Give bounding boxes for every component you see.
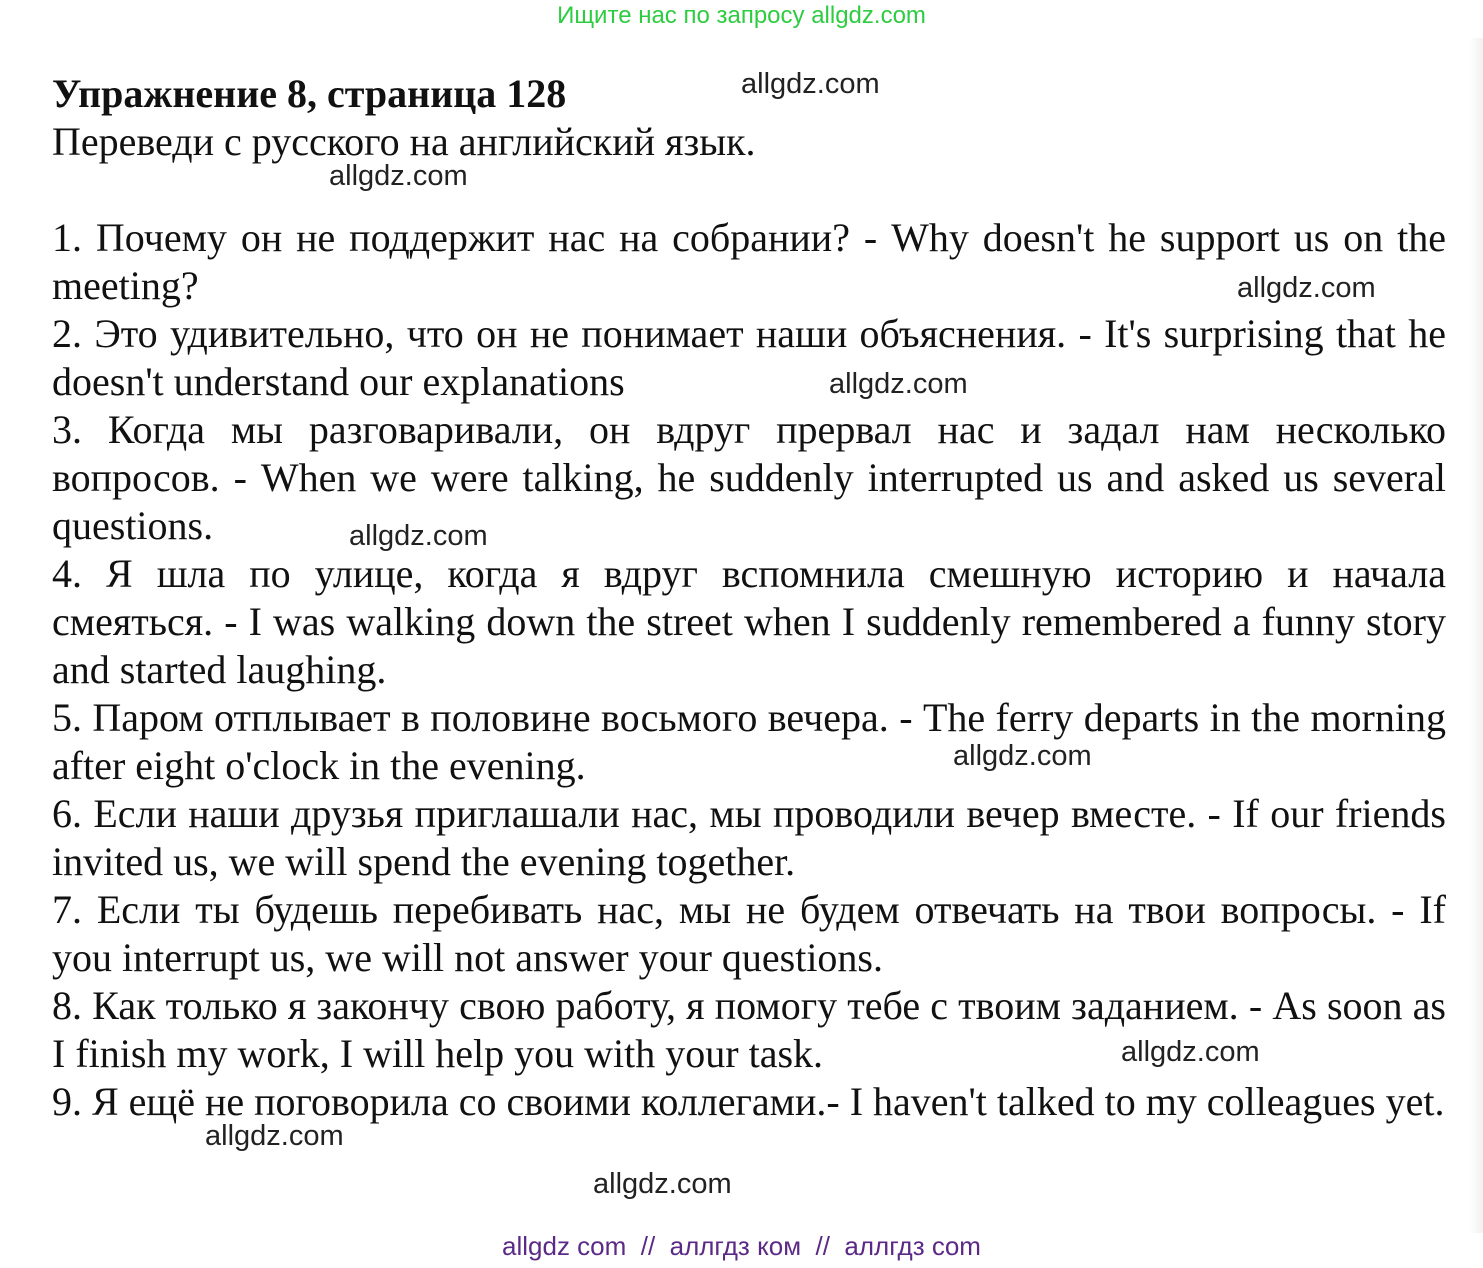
watermark: allgdz.com	[329, 160, 468, 192]
watermark: allgdz.com	[593, 1168, 732, 1200]
answer-item-9: 9. Я ещё не поговорила со своими коллегами.- I haven't talked to my colleagues yet.	[52, 1079, 1445, 1124]
answer-list	[52, 214, 1446, 1126]
watermark: allgdz.com	[1237, 272, 1376, 304]
watermark: allgdz.com	[1121, 1036, 1260, 1068]
top-banner: Ищите нас по запросу allgdz.com	[557, 2, 926, 29]
watermark: allgdz.com	[829, 368, 968, 400]
watermark: allgdz.com	[349, 520, 488, 552]
exercise-title: Упражнение 8, страница 128	[52, 71, 567, 116]
watermark: allgdz.com	[741, 68, 880, 100]
document-content	[52, 70, 1446, 1126]
answer-item-1: 1. Почему он не поддержит нас на собрании? - Why doesn't he support us on the meeting?	[52, 215, 1446, 308]
exercise-instruction: Переведи с русского на английский язык.	[52, 119, 756, 164]
watermark: allgdz.com	[205, 1120, 344, 1152]
answer-item-5: 5. Паром отплывает в половине восьмого вечера. - The ferry departs in the morning after eight o'clock in the evening.	[52, 695, 1446, 788]
bottom-footer: allgdz com // аллгдз ком // аллгдз com	[502, 1231, 981, 1261]
answer-item-6: 6. Если наши друзья приглашали нас, мы проводили вечер вместе. - If our friends invited us, we will spend the evening together.	[52, 791, 1446, 884]
watermark: allgdz.com	[953, 740, 1092, 772]
answer-item-7: 7. Если ты будешь перебивать нас, мы не будем отвечать на твои вопросы. - If you interrupt us, we will not answer your questions.	[52, 887, 1446, 980]
answer-item-8: 8. Как только я закончу свою работу, я помогу тебе с твоим заданием. - As soon as I finish my work, I will help you with your task.	[52, 983, 1446, 1076]
page-edge-shadow	[1469, 38, 1483, 1233]
answer-item-4: 4. Я шла по улице, когда я вдруг вспомнила смешную историю и начала смеяться. - I was walking down the street when I suddenly remembered a funny story and started laughing.	[52, 551, 1446, 692]
answer-item-3: 3. Когда мы разговаривали, он вдруг прервал нас и задал нам несколько вопросов. - When we were talking, he suddenly interrupted us and asked us several questions.	[52, 407, 1446, 548]
answer-item-2: 2. Это удивительно, что он не понимает наши объяснения. - It's surprising that he doesn't understand our explanations	[52, 311, 1446, 404]
